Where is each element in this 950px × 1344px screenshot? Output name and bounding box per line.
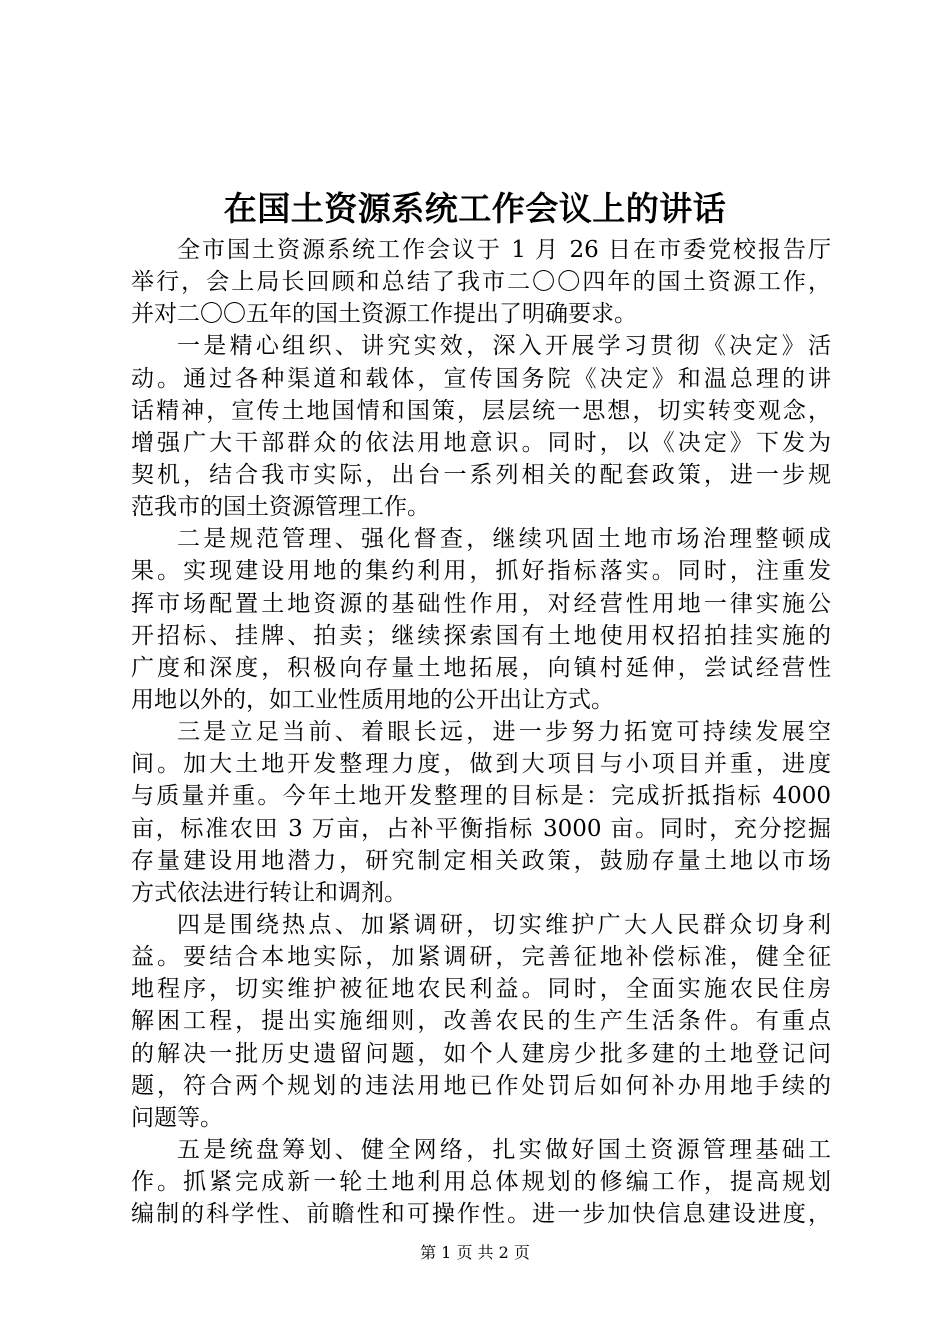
body-line: 方式依法进行转让和调剂。	[131, 879, 407, 906]
body-line: 用地以外的，如工业性质用地的公开出让方式。	[131, 686, 614, 713]
body-line: 二是规范管理、强化督查，继续巩固土地市场治理整顿成	[177, 526, 831, 553]
body-line: 话精神，宣传土地国情和国策，层层统一思想，切实转变观念，	[131, 397, 831, 424]
body-line: 契机，结合我市实际，出台一系列相关的配套政策，进一步规	[131, 461, 831, 488]
body-line: 果。实现建设用地的集约利用，抓好指标落实。同时，注重发	[131, 558, 831, 585]
body-line: 并对二〇〇五年的国土资源工作提出了明确要求。	[131, 301, 637, 328]
body-line: 间。加大土地开发整理力度，做到大项目与小项目并重，进度	[131, 751, 831, 778]
body-line: 挥市场配置土地资源的基础性作用，对经营性用地一律实施公	[131, 590, 831, 617]
body-line: 作。抓紧完成新一轮土地利用总体规划的修编工作，提高规划	[131, 1169, 831, 1196]
body-line: 举行，会上局长回顾和总结了我市二〇〇四年的国土资源工作，	[131, 269, 831, 296]
body-line: 开招标、挂牌、拍卖；继续探索国有土地使用权招拍挂实施的	[131, 622, 831, 649]
document-title: 在国土资源系统工作会议上的讲话	[223, 189, 727, 228]
body-line: 存量建设用地潜力，研究制定相关政策，鼓励存量土地以市场	[131, 847, 831, 874]
body-line: 亩，标准农田 3 万亩，占补平衡指标 3000 亩。同时，充分挖掘	[131, 815, 831, 842]
body-line: 增强广大干部群众的依法用地意识。同时，以《决定》下发为	[131, 429, 831, 456]
body-line: 编制的科学性、前瞻性和可操作性。进一步加快信息建设进度，	[131, 1201, 831, 1228]
body-line: 动。通过各种渠道和载体，宣传国务院《决定》和温总理的讲	[131, 365, 831, 392]
body-line: 一是精心组织、讲究实效，深入开展学习贯彻《决定》活	[177, 333, 831, 360]
body-line: 三是立足当前、着眼长远，进一步努力拓宽可持续发展空	[177, 719, 831, 746]
body-line: 范我市的国土资源管理工作。	[131, 494, 430, 521]
body-line: 五是统盘筹划、健全网络，扎实做好国土资源管理基础工	[177, 1136, 831, 1163]
body-line: 的解决一批历史遗留问题，如个人建房少批多建的土地登记问	[131, 1040, 831, 1067]
body-line: 益。要结合本地实际，加紧调研，完善征地补偿标准，健全征	[131, 944, 831, 971]
body-line: 四是围绕热点、加紧调研，切实维护广大人民群众切身利	[177, 911, 831, 938]
page-footer: 第 1 页 共 2 页	[420, 1243, 530, 1262]
body-line: 问题等。	[131, 1104, 223, 1131]
body-line: 与质量并重。今年土地开发整理的目标是：完成折抵指标 4000	[131, 783, 831, 810]
body-line: 全市国土资源系统工作会议于 1 月 26 日在市委党校报告厅	[177, 237, 831, 263]
body-line: 解困工程，提出实施细则，改善农民的生产生活条件。有重点	[131, 1008, 831, 1035]
body-line: 题，符合两个规划的违法用地已作处罚后如何补办用地手续的	[131, 1072, 831, 1099]
body-line: 广度和深度，积极向存量土地拓展，向镇村延伸，尝试经营性	[131, 654, 831, 681]
document-body	[131, 234, 831, 1230]
body-line: 地程序，切实维护被征地农民利益。同时，全面实施农民住房	[131, 976, 831, 1003]
